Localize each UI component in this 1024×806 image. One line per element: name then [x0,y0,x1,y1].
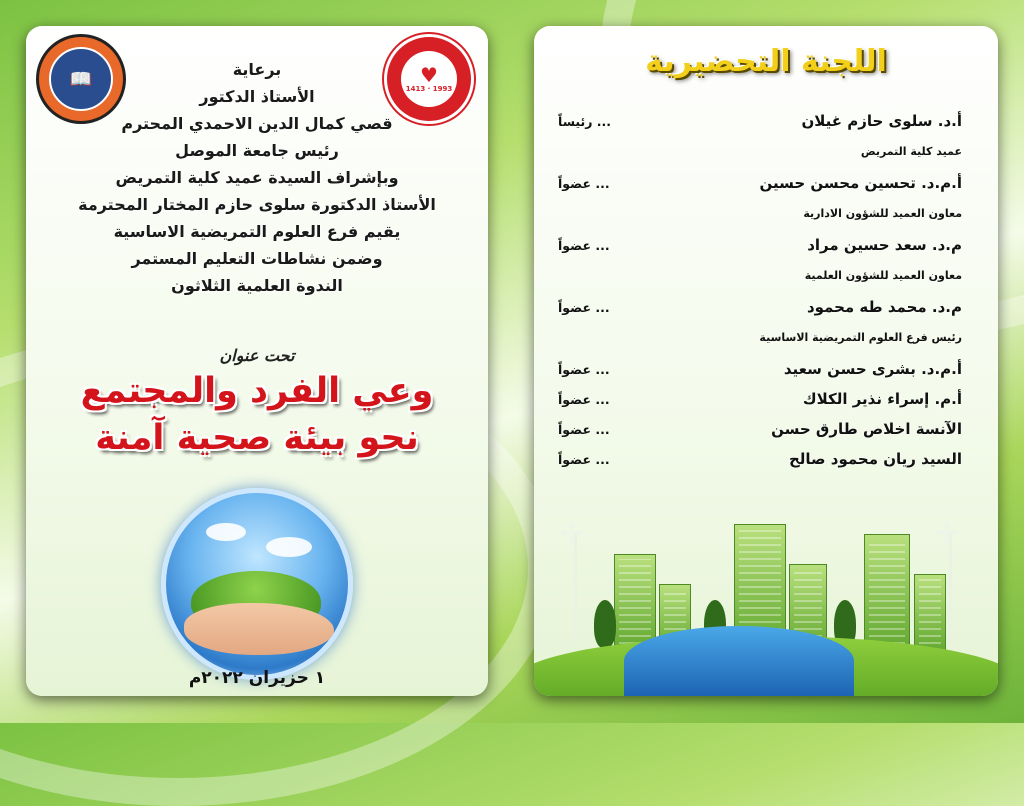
member-role: ... عضواً [558,421,610,437]
committee-member [558,414,962,444]
member-role: ... عضواً [558,237,610,253]
member-name: أ.د. سلوى حازم غيلان [801,112,962,130]
member-role: ... عضواً [558,361,610,377]
member-position: رئيس فرع العلوم التمريضية الاساسية [759,331,962,344]
member-name: أ.م. إسراء نذير الكلاك [802,390,962,408]
earth-in-hand-image [161,488,353,680]
patronage-line: الأستاذ الدكتورة سلوى حازم المختار المحترمة [78,195,436,214]
patronage-line: رئيس جامعة الموصل [175,141,339,160]
committee-member [558,292,962,322]
committee-member [558,230,962,260]
member-role: ... عضواً [558,299,610,315]
member-role: ... عضواً [558,451,610,467]
heart-icon: ♥ [420,63,438,87]
committee-member-list [558,106,962,474]
member-position: عميد كلية التمريض [860,145,962,158]
patronage-text [26,56,488,299]
seminar-title-line-2: نحو بيئة صحية آمنة [95,418,419,458]
member-name: أ.م.د. بشرى حسن سعيد [783,360,962,378]
seminar-title-line-1: وعي الفرد والمجتمع [80,371,434,411]
member-position: معاون العميد للشؤون الادارية [803,207,962,220]
member-name: م.د. سعد حسين مراد [807,236,962,254]
patronage-line: الأستاذ الدكتور [199,87,315,106]
patronage-line: الندوة العلمية الثلاثون [171,276,343,295]
member-name: م.د. محمد طه محمود [806,298,962,316]
green-city-illustration [534,496,998,696]
wind-turbine-icon: ✢ [949,531,952,641]
committee-member [558,384,962,414]
member-name: السيد ريان محمود صالح [788,450,962,468]
logo-years: 1413 · 1993 [405,85,453,93]
patronage-line: وبإشراف السيدة عميد كلية التمريض [115,168,399,187]
committee-panel [534,26,998,696]
committee-title: اللجنة التحضيرية [645,44,887,79]
committee-member [558,444,962,474]
member-role: ... عضواً [558,175,610,191]
book-icon: 📖 [49,47,113,111]
wind-turbine-icon: ✢ [574,531,577,641]
patronage-line: برعاية [232,60,282,79]
committee-member [558,354,962,384]
member-name: الآنسة اخلاص طارق حسن [771,420,962,438]
member-role: ... رئيساً [558,113,612,129]
patronage-line: يقيم فرع العلوم التمريضية الاساسية [113,222,401,241]
patronage-line: وضمن نشاطات التعليم المستمر [131,249,383,268]
member-role: ... عضواً [558,391,610,407]
member-name: أ.م.د. تحسين محسن حسين [759,174,962,192]
patronage-line: قصي كمال الدين الاحمدي المحترم [121,114,393,133]
committee-member [558,168,962,198]
seminar-date: ١ حزيران ٢٠٢٢م [188,668,326,688]
member-position: معاون العميد للشؤون العلمية [804,269,962,282]
committee-member [558,106,962,136]
invitation-panel [26,26,488,696]
titled-label: تحت عنوان [219,346,295,365]
